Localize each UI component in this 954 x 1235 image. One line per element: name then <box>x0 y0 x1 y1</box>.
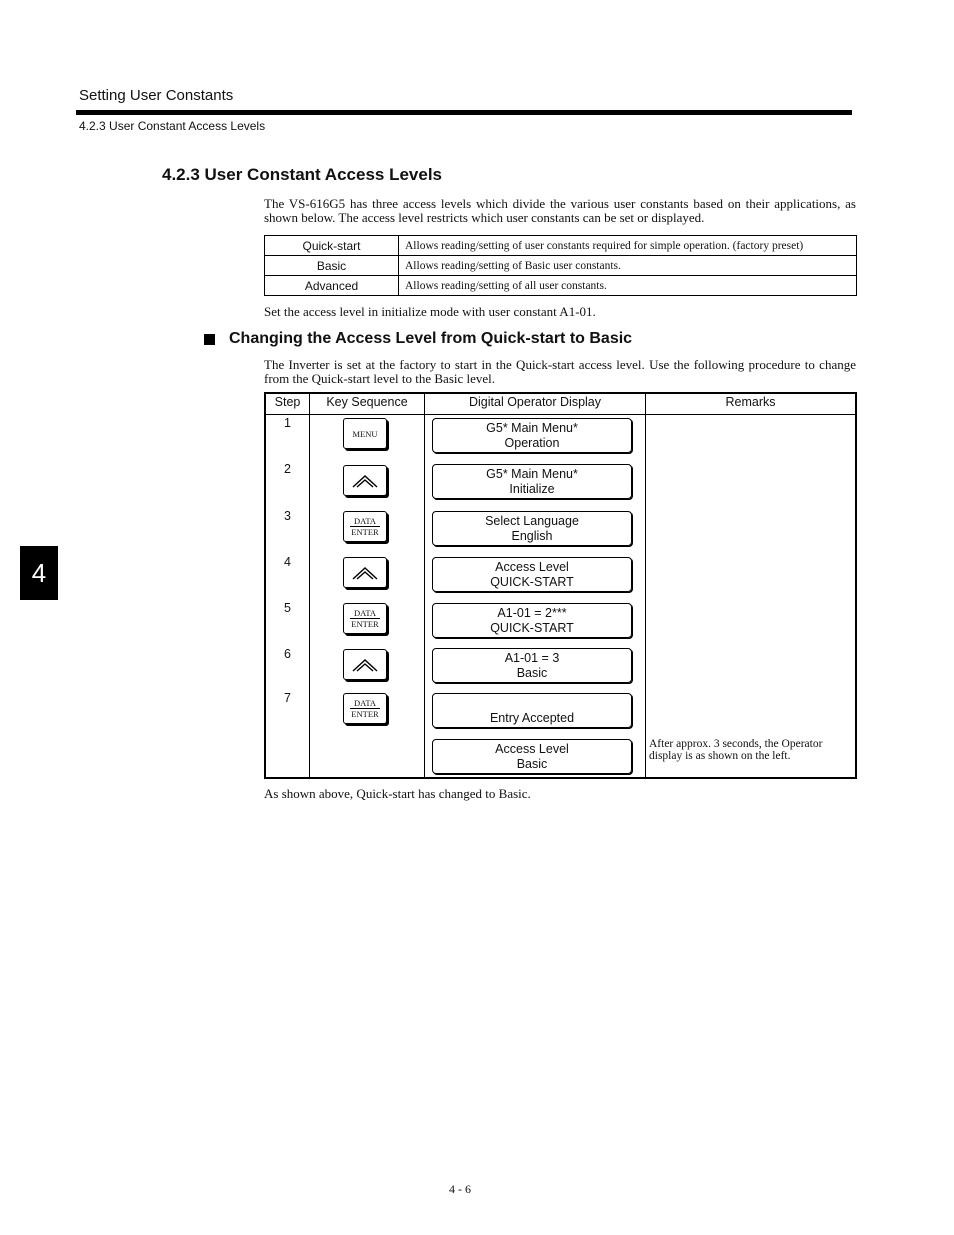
enter-key-label: ENTER <box>351 527 379 537</box>
level-description: Allows reading/setting of user constants required for simple operation. (factory preset) <box>399 236 857 256</box>
header-key-sequence: Key Sequence <box>326 395 408 409</box>
up-arrow-key[interactable] <box>343 557 387 588</box>
data-key-label: DATA <box>350 516 380 527</box>
chapter-tab: 4 <box>20 546 58 600</box>
up-arrow-key[interactable] <box>343 649 387 680</box>
header-remarks: Remarks <box>725 395 776 409</box>
step-number: 5 <box>284 601 291 615</box>
level-name: Basic <box>265 256 399 276</box>
display-line-1: Access Level <box>495 559 569 574</box>
operator-display <box>432 693 632 728</box>
remark-text: After approx. 3 seconds, the Operator display is as shown on the left. <box>649 738 823 762</box>
display-line-1: G5* Main Menu* <box>486 420 578 435</box>
header-step: Step <box>274 395 301 409</box>
access-level-note: Set the access level in initialize mode with user constant A1-01. <box>264 304 596 319</box>
header-display: Digital Operator Display <box>469 395 601 409</box>
menu-key[interactable] <box>343 418 387 449</box>
display-line-2: Operation <box>504 435 560 450</box>
display-line-1: G5* Main Menu* <box>486 466 578 481</box>
step-number: 3 <box>284 509 291 523</box>
operator-display <box>432 464 632 499</box>
step-number: 4 <box>284 555 291 569</box>
section-title: 4.2.3 User Constant Access Levels <box>162 165 443 184</box>
operator-display <box>432 511 632 546</box>
menu-key-label: MENU <box>352 428 378 439</box>
square-bullet-icon <box>204 334 215 345</box>
header-rule <box>76 110 852 115</box>
table-row <box>265 256 857 276</box>
up-arrow-icon <box>350 471 380 491</box>
procedure-conclusion: As shown above, Quick-start has changed to Basic. <box>264 786 531 801</box>
data-enter-key[interactable] <box>343 603 387 634</box>
display-line-2: QUICK-START <box>490 574 574 589</box>
step-number: 2 <box>284 462 291 476</box>
table-row <box>265 276 857 296</box>
display-line-2: Entry Accepted <box>489 710 575 725</box>
up-arrow-key[interactable] <box>343 465 387 496</box>
display-line-1: Access Level <box>495 741 569 756</box>
operator-display <box>432 648 632 683</box>
display-line-2: Basic <box>516 756 548 771</box>
display-line-2: Basic <box>516 665 548 680</box>
subsection-heading <box>204 330 632 348</box>
enter-key-label: ENTER <box>351 709 379 719</box>
display-line-2: QUICK-START <box>490 620 574 635</box>
step-number: 1 <box>284 416 291 430</box>
level-description: Allows reading/setting of all user constants. <box>399 276 857 296</box>
step-number: 7 <box>284 691 291 705</box>
operator-display <box>432 739 632 774</box>
level-name: Advanced <box>265 276 399 296</box>
data-key-label: DATA <box>350 698 380 709</box>
level-description: Allows reading/setting of Basic user constants. <box>399 256 857 276</box>
section-intro: The VS-616G5 has three access levels which divide the various user constants based on their applications, as shown below. The access level restricts which user constants can be set or displayed. <box>264 196 856 225</box>
up-arrow-icon <box>350 563 380 583</box>
table-row <box>265 236 857 256</box>
operator-display <box>432 418 632 453</box>
header-divider <box>266 414 855 415</box>
enter-key-label: ENTER <box>351 619 379 629</box>
data-key-label: DATA <box>350 608 380 619</box>
subsection-title: Changing the Access Level from Quick-start to Basic <box>229 330 633 347</box>
column-divider <box>645 394 646 777</box>
display-line-2: Initialize <box>509 481 555 496</box>
page-number: 4 - 6 <box>449 1182 471 1196</box>
column-divider <box>424 394 425 777</box>
display-line-1: A1-01 = 2*** <box>497 605 567 620</box>
display-line-2: English <box>511 528 553 543</box>
running-header-title: Setting User Constants <box>79 87 234 104</box>
level-name: Quick-start <box>265 236 399 256</box>
column-divider <box>309 394 310 777</box>
operator-display <box>432 557 632 592</box>
operator-display <box>432 603 632 638</box>
access-levels-table <box>264 235 857 296</box>
data-enter-key[interactable] <box>343 693 387 724</box>
subsection-intro: The Inverter is set at the factory to start in the Quick-start access level. Use the following procedure to change from the Quick-start level to the Basic level. <box>264 357 856 386</box>
data-enter-key[interactable] <box>343 511 387 542</box>
up-arrow-icon <box>350 655 380 675</box>
procedure-table <box>264 392 857 779</box>
display-line-1: Select Language <box>485 513 579 528</box>
display-line-1: A1-01 = 3 <box>504 650 560 665</box>
step-number: 6 <box>284 647 291 661</box>
running-header-subtitle: 4.2.3 User Constant Access Levels <box>79 119 266 133</box>
